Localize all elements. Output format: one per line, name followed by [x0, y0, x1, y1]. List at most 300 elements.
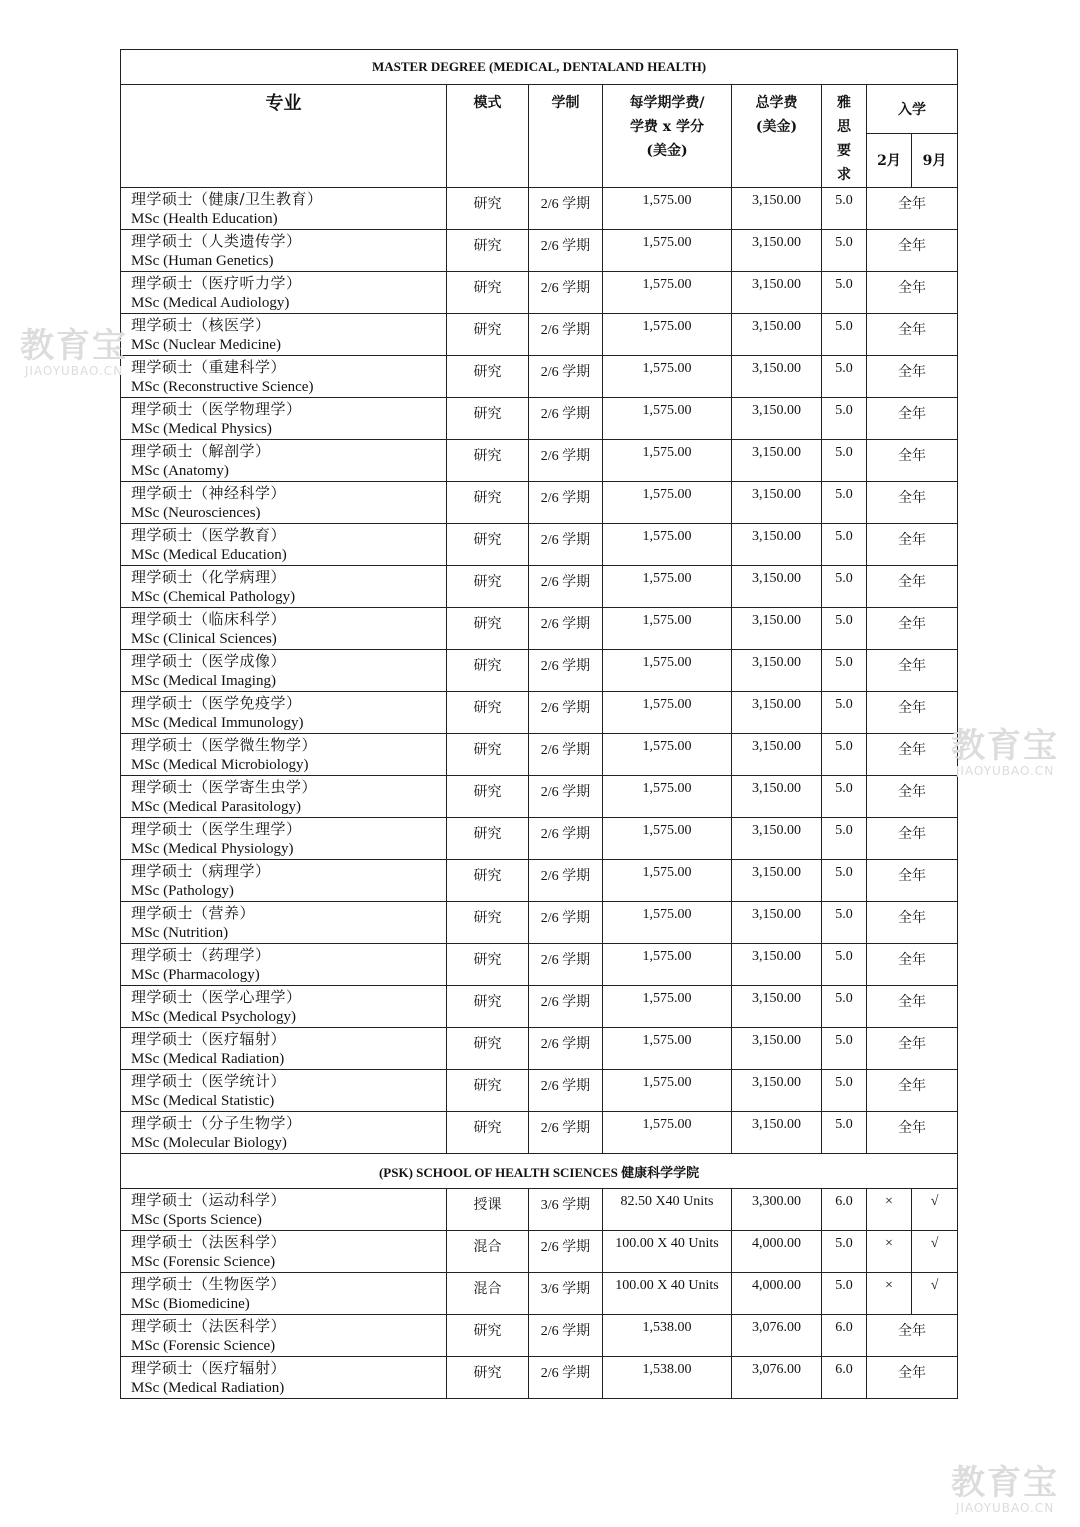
- fee-cell: 1,575.00: [603, 188, 732, 230]
- header-ielts-char: 要: [837, 143, 851, 159]
- fee-cell: 1,538.00: [603, 1357, 732, 1399]
- program-name-en: MSc (Sports Science): [131, 1212, 262, 1228]
- intake-feb-cell: ×: [867, 1231, 912, 1273]
- total-cell: 3,150.00: [732, 482, 822, 524]
- program-name-cn: 理学硕士（病理学）: [131, 862, 271, 880]
- ielts-cell: 6.0: [822, 1315, 867, 1357]
- table-row: [121, 1273, 958, 1315]
- total-cell: 3,150.00: [732, 566, 822, 608]
- duration-cell: 2/6 学期: [529, 818, 603, 860]
- program-name-en: MSc (Medical Physiology): [131, 841, 294, 857]
- table-row: [121, 986, 958, 1028]
- fee-cell: 82.50 X40 Units: [603, 1189, 732, 1231]
- program-name-en: MSc (Pathology): [131, 883, 234, 899]
- table-row: [121, 188, 958, 230]
- ielts-cell: 5.0: [822, 860, 867, 902]
- program-name-cn: 理学硕士（医学免疫学）: [131, 694, 302, 712]
- total-cell: 4,000.00: [732, 1231, 822, 1273]
- total-cell: 3,076.00: [732, 1315, 822, 1357]
- section-row: [121, 1154, 958, 1189]
- table-row: [121, 1315, 958, 1357]
- program-name-en: MSc (Medical Statistic): [131, 1093, 275, 1109]
- total-cell: 3,150.00: [732, 944, 822, 986]
- header-ielts-char: 思: [837, 119, 851, 135]
- program-name-cn: 理学硕士（药理学）: [131, 946, 271, 964]
- header-total: [732, 85, 822, 188]
- mode-cell: 研究: [447, 230, 529, 272]
- duration-cell: 2/6 学期: [529, 440, 603, 482]
- total-cell: 3,150.00: [732, 1112, 822, 1154]
- total-cell: 3,150.00: [732, 524, 822, 566]
- program-name: [121, 944, 447, 986]
- table-row: [121, 1357, 958, 1399]
- program-name: [121, 272, 447, 314]
- program-name-cn: 理学硕士（医学教育）: [131, 526, 287, 544]
- duration-cell: 2/6 学期: [529, 398, 603, 440]
- program-name-cn: 理学硕士（医疗听力学）: [131, 274, 302, 292]
- ielts-cell: 5.0: [822, 566, 867, 608]
- ielts-cell: 5.0: [822, 314, 867, 356]
- program-name: [121, 482, 447, 524]
- intake-cell: 全年: [867, 650, 958, 692]
- mode-cell: 研究: [447, 1315, 529, 1357]
- program-name: [121, 1357, 447, 1399]
- table-row: [121, 818, 958, 860]
- duration-cell: 2/6 学期: [529, 314, 603, 356]
- table-row: [121, 230, 958, 272]
- program-name-en: MSc (Medical Parasitology): [131, 799, 301, 815]
- program-name: [121, 692, 447, 734]
- ielts-cell: 5.0: [822, 944, 867, 986]
- total-cell: 3,150.00: [732, 650, 822, 692]
- table-row: [121, 398, 958, 440]
- table-row: [121, 902, 958, 944]
- intake-cell: 全年: [867, 608, 958, 650]
- program-name-en: MSc (Pharmacology): [131, 967, 260, 983]
- program-name-en: MSc (Medical Immunology): [131, 715, 304, 731]
- total-cell: 3,076.00: [732, 1357, 822, 1399]
- watermark-logo: [14, 328, 134, 378]
- mode-cell: 研究: [447, 734, 529, 776]
- table-row: [121, 608, 958, 650]
- ielts-cell: 5.0: [822, 692, 867, 734]
- program-name: [121, 1070, 447, 1112]
- header-feb: 2月: [867, 133, 912, 187]
- program-name: [121, 314, 447, 356]
- program-name-en: MSc (Medical Psychology): [131, 1009, 296, 1025]
- ielts-cell: 5.0: [822, 734, 867, 776]
- table-row: [121, 524, 958, 566]
- fee-cell: 1,575.00: [603, 944, 732, 986]
- intake-cell: 全年: [867, 776, 958, 818]
- table-row: [121, 314, 958, 356]
- program-name: [121, 440, 447, 482]
- program-name-en: MSc (Nuclear Medicine): [131, 337, 281, 353]
- mode-cell: 研究: [447, 314, 529, 356]
- program-name: [121, 1273, 447, 1315]
- ielts-cell: 5.0: [822, 818, 867, 860]
- intake-cell: 全年: [867, 1070, 958, 1112]
- fee-cell: 1,575.00: [603, 524, 732, 566]
- mode-cell: 研究: [447, 1070, 529, 1112]
- mode-cell: 研究: [447, 860, 529, 902]
- program-name-en: MSc (Medical Imaging): [131, 673, 276, 689]
- mode-cell: 研究: [447, 398, 529, 440]
- program-name-en: MSc (Molecular Biology): [131, 1135, 287, 1151]
- program-name: [121, 818, 447, 860]
- total-cell: 3,150.00: [732, 818, 822, 860]
- duration-cell: 2/6 学期: [529, 230, 603, 272]
- fee-cell: 1,575.00: [603, 902, 732, 944]
- ielts-cell: 5.0: [822, 272, 867, 314]
- total-cell: 4,000.00: [732, 1273, 822, 1315]
- intake-sep-cell: √: [912, 1231, 958, 1273]
- fee-cell: 1,575.00: [603, 986, 732, 1028]
- program-name: [121, 650, 447, 692]
- program-name-cn: 理学硕士（分子生物学）: [131, 1114, 302, 1132]
- program-name-en: MSc (Chemical Pathology): [131, 589, 296, 605]
- total-cell: 3,150.00: [732, 1028, 822, 1070]
- program-name: [121, 230, 447, 272]
- ielts-cell: 5.0: [822, 398, 867, 440]
- table-row: [121, 1231, 958, 1273]
- table-row: [121, 1189, 958, 1231]
- intake-cell: 全年: [867, 482, 958, 524]
- program-name-en: MSc (Anatomy): [131, 463, 229, 479]
- table-row: [121, 1112, 958, 1154]
- program-name-cn: 理学硕士（解剖学）: [131, 442, 271, 460]
- program-name-cn: 理学硕士（重建科学）: [131, 358, 287, 376]
- program-name: [121, 1231, 447, 1273]
- ielts-cell: 5.0: [822, 356, 867, 398]
- ielts-cell: 5.0: [822, 1231, 867, 1273]
- table-row: [121, 482, 958, 524]
- fee-cell: 1,575.00: [603, 860, 732, 902]
- ielts-cell: 5.0: [822, 482, 867, 524]
- program-name-en: MSc (Forensic Science): [131, 1254, 276, 1270]
- fee-cell: 1,575.00: [603, 650, 732, 692]
- mode-cell: 研究: [447, 1028, 529, 1070]
- intake-cell: 全年: [867, 566, 958, 608]
- program-name: [121, 398, 447, 440]
- fee-cell: 1,575.00: [603, 818, 732, 860]
- program-name-en: MSc (Health Education): [131, 211, 278, 227]
- fee-cell: 100.00 X 40 Units: [603, 1231, 732, 1273]
- intake-cell: 全年: [867, 230, 958, 272]
- program-name-cn: 理学硕士（化学病理）: [131, 568, 287, 586]
- program-name: [121, 1028, 447, 1070]
- duration-cell: 2/6 学期: [529, 1070, 603, 1112]
- program-name-en: MSc (Clinical Sciences): [131, 631, 277, 647]
- header-fee: [603, 85, 732, 188]
- table-row: [121, 440, 958, 482]
- program-name-en: MSc (Reconstructive Science): [131, 379, 314, 395]
- program-name-en: MSc (Human Genetics): [131, 253, 274, 269]
- fee-cell: 1,575.00: [603, 230, 732, 272]
- mode-cell: 研究: [447, 692, 529, 734]
- ielts-cell: 5.0: [822, 608, 867, 650]
- ielts-cell: 5.0: [822, 230, 867, 272]
- mode-cell: 研究: [447, 566, 529, 608]
- intake-cell: 全年: [867, 1357, 958, 1399]
- header-fee-line1: 每学期学费/: [629, 95, 705, 111]
- header-total-line1: 总学费: [755, 95, 798, 111]
- fee-cell: 1,575.00: [603, 776, 732, 818]
- total-cell: 3,150.00: [732, 608, 822, 650]
- header-duration: 学制: [529, 85, 603, 188]
- intake-cell: 全年: [867, 188, 958, 230]
- fee-cell: 1,575.00: [603, 1028, 732, 1070]
- mode-cell: 研究: [447, 272, 529, 314]
- program-name-en: MSc (Medical Audiology): [131, 295, 290, 311]
- intake-cell: 全年: [867, 1028, 958, 1070]
- duration-cell: 2/6 学期: [529, 1028, 603, 1070]
- intake-cell: 全年: [867, 986, 958, 1028]
- duration-cell: 2/6 学期: [529, 482, 603, 524]
- intake-cell: 全年: [867, 272, 958, 314]
- fee-cell: 1,575.00: [603, 1112, 732, 1154]
- program-name-cn: 理学硕士（法医科学）: [131, 1317, 287, 1335]
- watermark-cn: 教育宝: [951, 1463, 1059, 1503]
- mode-cell: 研究: [447, 188, 529, 230]
- total-cell: 3,150.00: [732, 188, 822, 230]
- ielts-cell: 5.0: [822, 524, 867, 566]
- table-title: MASTER DEGREE (MEDICAL, DENTALAND HEALTH): [121, 50, 958, 85]
- mode-cell: 研究: [447, 440, 529, 482]
- program-name-cn: 理学硕士（营养）: [131, 904, 256, 922]
- program-name-cn: 理学硕士（法医科学）: [131, 1233, 287, 1251]
- watermark-cn: 教育宝: [20, 326, 128, 366]
- header-ielts: [822, 85, 867, 188]
- total-cell: 3,150.00: [732, 440, 822, 482]
- mode-cell: 混合: [447, 1231, 529, 1273]
- ielts-cell: 5.0: [822, 1273, 867, 1315]
- fee-cell: 100.00 X 40 Units: [603, 1273, 732, 1315]
- ielts-cell: 5.0: [822, 1070, 867, 1112]
- intake-cell: 全年: [867, 902, 958, 944]
- fee-table: [120, 49, 958, 1399]
- ielts-cell: 5.0: [822, 1028, 867, 1070]
- duration-cell: 2/6 学期: [529, 776, 603, 818]
- total-cell: 3,150.00: [732, 398, 822, 440]
- total-cell: 3,150.00: [732, 902, 822, 944]
- duration-cell: 2/6 学期: [529, 272, 603, 314]
- program-name: [121, 1189, 447, 1231]
- table-row: [121, 272, 958, 314]
- ielts-cell: 5.0: [822, 440, 867, 482]
- duration-cell: 2/6 学期: [529, 1112, 603, 1154]
- fee-cell: 1,575.00: [603, 566, 732, 608]
- intake-feb-cell: ×: [867, 1273, 912, 1315]
- intake-cell: 全年: [867, 860, 958, 902]
- mode-cell: 研究: [447, 1357, 529, 1399]
- duration-cell: 2/6 学期: [529, 650, 603, 692]
- header-mode: 模式: [447, 85, 529, 188]
- intake-sep-cell: √: [912, 1273, 958, 1315]
- total-cell: 3,150.00: [732, 272, 822, 314]
- program-name: [121, 986, 447, 1028]
- duration-cell: 2/6 学期: [529, 1231, 603, 1273]
- header-major: 专业: [121, 85, 447, 188]
- program-name-en: MSc (Neurosciences): [131, 505, 261, 521]
- mode-cell: 研究: [447, 776, 529, 818]
- total-cell: 3,150.00: [732, 1070, 822, 1112]
- intake-cell: 全年: [867, 314, 958, 356]
- ielts-cell: 5.0: [822, 902, 867, 944]
- duration-cell: 2/6 学期: [529, 566, 603, 608]
- table-row: [121, 1070, 958, 1112]
- program-name-cn: 理学硕士（生物医学）: [131, 1275, 287, 1293]
- intake-cell: 全年: [867, 398, 958, 440]
- table-row: [121, 734, 958, 776]
- ielts-cell: 5.0: [822, 776, 867, 818]
- intake-cell: 全年: [867, 818, 958, 860]
- duration-cell: 2/6 学期: [529, 608, 603, 650]
- program-name-cn: 理学硕士（医学寄生虫学）: [131, 778, 318, 796]
- watermark-logo: [945, 1465, 1065, 1515]
- intake-cell: 全年: [867, 1112, 958, 1154]
- duration-cell: 2/6 学期: [529, 692, 603, 734]
- program-name-en: MSc (Medical Education): [131, 547, 287, 563]
- total-cell: 3,150.00: [732, 692, 822, 734]
- intake-cell: 全年: [867, 1315, 958, 1357]
- duration-cell: 2/6 学期: [529, 356, 603, 398]
- mode-cell: 研究: [447, 944, 529, 986]
- watermark-logo: [945, 728, 1065, 778]
- mode-cell: 研究: [447, 902, 529, 944]
- program-name: [121, 734, 447, 776]
- ielts-cell: 5.0: [822, 1112, 867, 1154]
- fee-cell: 1,575.00: [603, 356, 732, 398]
- intake-cell: 全年: [867, 692, 958, 734]
- intake-cell: 全年: [867, 440, 958, 482]
- mode-cell: 研究: [447, 524, 529, 566]
- program-name-cn: 理学硕士（医学心理学）: [131, 988, 302, 1006]
- intake-cell: 全年: [867, 356, 958, 398]
- program-name-en: MSc (Medical Microbiology): [131, 757, 309, 773]
- fee-cell: 1,575.00: [603, 398, 732, 440]
- total-cell: 3,300.00: [732, 1189, 822, 1231]
- program-name-cn: 理学硕士（神经科学）: [131, 484, 287, 502]
- mode-cell: 混合: [447, 1273, 529, 1315]
- watermark-en: JIAOYUBAO.CN: [24, 364, 124, 378]
- program-name-cn: 理学硕士（医学物理学）: [131, 400, 302, 418]
- fee-cell: 1,575.00: [603, 482, 732, 524]
- fee-cell: 1,575.00: [603, 734, 732, 776]
- table-row: [121, 566, 958, 608]
- program-name: [121, 860, 447, 902]
- mode-cell: 研究: [447, 356, 529, 398]
- program-name-en: MSc (Nutrition): [131, 925, 229, 941]
- table-row: [121, 692, 958, 734]
- header-total-line2: (美金): [755, 119, 798, 135]
- ielts-cell: 5.0: [822, 650, 867, 692]
- intake-sep-cell: √: [912, 1189, 958, 1231]
- program-name-cn: 理学硕士（医学生理学）: [131, 820, 302, 838]
- duration-cell: 2/6 学期: [529, 986, 603, 1028]
- fee-cell: 1,575.00: [603, 440, 732, 482]
- table-row: [121, 776, 958, 818]
- header-ielts-char: 求: [837, 167, 851, 183]
- intake-cell: 全年: [867, 734, 958, 776]
- program-name: [121, 524, 447, 566]
- fee-cell: 1,575.00: [603, 272, 732, 314]
- mode-cell: 研究: [447, 650, 529, 692]
- header-fee-line3: (美金): [646, 143, 688, 159]
- header-sep: 9月: [912, 133, 958, 187]
- ielts-cell: 5.0: [822, 986, 867, 1028]
- duration-cell: 2/6 学期: [529, 188, 603, 230]
- program-name-cn: 理学硕士（医疗辐射）: [131, 1359, 287, 1377]
- fee-cell: 1,575.00: [603, 608, 732, 650]
- program-name-cn: 理学硕士（医学统计）: [131, 1072, 287, 1090]
- program-name-en: MSc (Medical Physics): [131, 421, 272, 437]
- program-name: [121, 356, 447, 398]
- program-name-en: MSc (Forensic Science): [131, 1338, 276, 1354]
- total-cell: 3,150.00: [732, 776, 822, 818]
- table-row: [121, 356, 958, 398]
- intake-cell: 全年: [867, 944, 958, 986]
- ielts-cell: 5.0: [822, 188, 867, 230]
- program-name-cn: 理学硕士（健康/卫生教育）: [131, 190, 323, 208]
- mode-cell: 研究: [447, 986, 529, 1028]
- mode-cell: 研究: [447, 608, 529, 650]
- program-name-cn: 理学硕士（医学成像）: [131, 652, 287, 670]
- table-row: [121, 1028, 958, 1070]
- program-name-cn: 理学硕士（核医学）: [131, 316, 271, 334]
- program-name: [121, 608, 447, 650]
- mode-cell: 研究: [447, 482, 529, 524]
- duration-cell: 2/6 学期: [529, 860, 603, 902]
- header-ielts-char: 雅: [837, 95, 851, 111]
- watermark-en: JIAOYUBAO.CN: [955, 1501, 1055, 1515]
- intake-cell: 全年: [867, 524, 958, 566]
- total-cell: 3,150.00: [732, 230, 822, 272]
- watermark-cn: 教育宝: [951, 726, 1059, 766]
- program-name: [121, 902, 447, 944]
- total-cell: 3,150.00: [732, 734, 822, 776]
- total-cell: 3,150.00: [732, 986, 822, 1028]
- program-name-cn: 理学硕士（运动科学）: [131, 1191, 287, 1209]
- mode-cell: 授课: [447, 1189, 529, 1231]
- program-name: [121, 776, 447, 818]
- program-name: [121, 566, 447, 608]
- fee-cell: 1,575.00: [603, 692, 732, 734]
- table-row: [121, 860, 958, 902]
- ielts-cell: 6.0: [822, 1357, 867, 1399]
- duration-cell: 2/6 学期: [529, 902, 603, 944]
- header-intake: 入学: [867, 85, 958, 134]
- total-cell: 3,150.00: [732, 356, 822, 398]
- duration-cell: 2/6 学期: [529, 944, 603, 986]
- program-name-cn: 理学硕士（医学微生物学）: [131, 736, 318, 754]
- duration-cell: 2/6 学期: [529, 1357, 603, 1399]
- duration-cell: 2/6 学期: [529, 524, 603, 566]
- total-cell: 3,150.00: [732, 860, 822, 902]
- total-cell: 3,150.00: [732, 314, 822, 356]
- duration-cell: 3/6 学期: [529, 1273, 603, 1315]
- ielts-cell: 6.0: [822, 1189, 867, 1231]
- program-name-en: MSc (Medical Radiation): [131, 1051, 285, 1067]
- table-row: [121, 944, 958, 986]
- header-fee-line2: 学费 x 学分: [629, 119, 705, 135]
- fee-cell: 1,575.00: [603, 314, 732, 356]
- program-name: [121, 188, 447, 230]
- mode-cell: 研究: [447, 1112, 529, 1154]
- duration-cell: 3/6 学期: [529, 1189, 603, 1231]
- mode-cell: 研究: [447, 818, 529, 860]
- intake-feb-cell: ×: [867, 1189, 912, 1231]
